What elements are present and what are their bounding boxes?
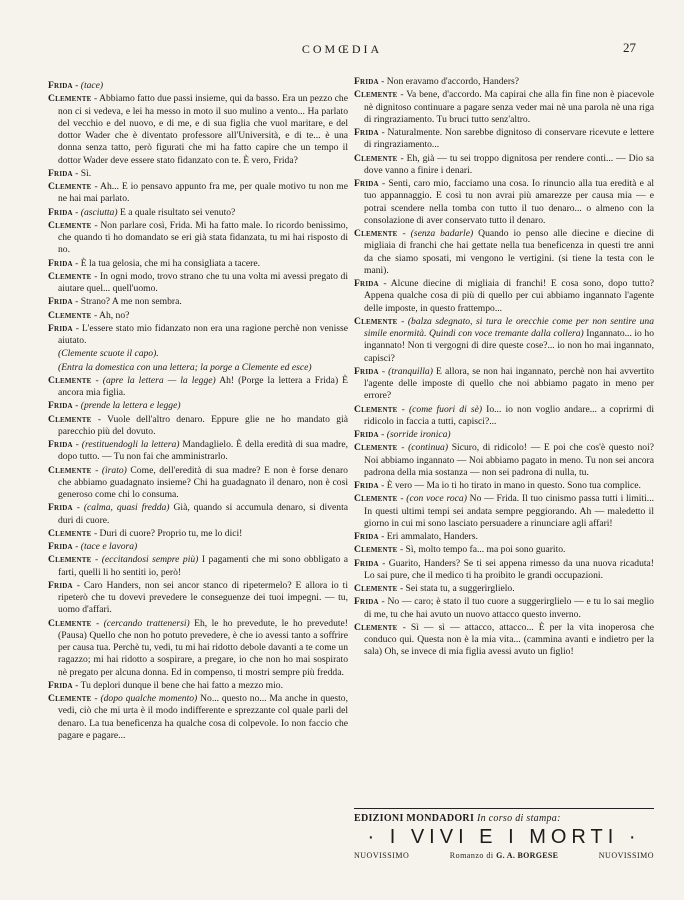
speech-text: Va bene, d'accordo. Ma capirai che alla fin fine non è piacevole nè dignitoso continuare a pagare senza veder mai nè una parola nè una riga di ringraziamento. Tu bruci tutto senz'altro. (364, 89, 654, 125)
speech: Clemente - Sei stata tu, a suggerirglielo. (354, 583, 515, 594)
speaker-name: Clemente (354, 315, 398, 327)
stage-direction-inline: (prende la lettera e legge) (80, 400, 181, 412)
speech-text: Abbiamo fatto due passi insieme, qui da basso. Era un pezzo che non ci si vedeva, e lei ha messo in moto il suo mulino a vento... Ha parlato del vecchio e del nuovo, e di me, e di sua figlia che vuol maritare, e del dottor Wader che è diventato professore all'Università, e di te... è una donna senza tatto, però figurati che mi ha fatto capire che un tempo il dottor Wader deve essere stato fidanzato con te. È vero, Frida? (58, 93, 348, 166)
stage-direction-inline: (cercando trattenersi) (103, 617, 190, 629)
stage-direction-inline: (senza badarle) (410, 228, 474, 239)
speech: Frida - Eri ammalato, Handers. (354, 531, 478, 542)
speaker-name: Frida (354, 178, 379, 189)
speech: Frida - Guarito, Handers? Se ti sei appena rimesso da una nuova ricaduta! Lo sai pure, che il medico ti ha proibito le grandi occupazioni. (354, 557, 654, 581)
speech-text: Ah! (Porge la lettera a Frida) È ancora mia figlia. (58, 374, 349, 398)
speech: Frida - (sorride ironica) (354, 429, 451, 440)
speaker-name: Frida (48, 296, 73, 308)
speech-text: Senti, caro mio, facciamo una cosa. Io rinuncio alla tua eredità e al tuo appannaggio. E così tu non avrai più amarezze per causa mia — e potrai scendere nella tomba con tutto il tuo denaro... o almeno con la consolazione di aver conservato tutto il denaro. (364, 178, 654, 226)
speaker-name: Frida (48, 502, 73, 514)
speech-text: Ingannato... io ho ingannato! Non ti vergogni di dire queste cose?... io non ho mai ingannato, capisci? (364, 328, 654, 364)
speech-text: Sì — sì — attacco, attacco... È per la vita inoperosa che conduco qui. Questa non è la mia vita... (cammina avanti e indietro per la sala) Oh, se invece di mia figlia avessi avuto un figlio! (364, 621, 654, 658)
speaker-name: Clemente (354, 544, 398, 556)
speaker-name: Frida (354, 531, 379, 542)
speech: Frida - (tace e lavora) (48, 541, 138, 552)
speech: Clemente - Va bene, d'accordo. Ma capirai che alla fin fine non è piacevole nè dignitoso continuare a pagare senza veder mai nè una parola nè una riga di ringraziamento. Tu bruci tutto senz'altro. (354, 89, 654, 125)
speaker-name: Clemente (48, 93, 92, 105)
speech-text: E allora, se non hai ingannato, perchè non hai avvertito l'agente delle imposte di quello che noi abbiamo pagato in meno per errore? (364, 365, 654, 402)
speech: Frida - Senti, caro mio, facciamo una cosa. Io rinuncio alla tua eredità e al tuo appannaggio. E così tu non avrai più amarezze per causa mia — e potrai scendere nella tomba con tutto il tuo denaro... o almeno con la consolazione di aver conservato tutto il denaro. (354, 178, 654, 226)
speech: Clemente - (continua) Sicuro, di ridicolo! — E poi che cos'è questo noi? Noi abbiamo ingannato — Noi abbiamo pagato in meno. Tu non sei ancora padrona della mia sostanza — non sei padrona di nulla, tu. (354, 442, 654, 478)
stage-direction-inline: (balza sdegnato, si tura le orecchie come per non sentire una simile enormità. Quindi con voce tremante dalla collera) (364, 315, 654, 339)
speaker-name: Frida (354, 365, 379, 377)
speech: Clemente - (dopo qualche momento) No... questo no... Ma anche in questo, vedi, ciò che mi urta è il modo indifferente e sprezzante col quale parli del denaro. La tua beneficenza ha qualche cosa di colpevole. Io non faccio che pagare e pagare... (48, 693, 348, 741)
speech-text: No — Frida. Il tuo cinismo passa tutti i limiti... In questi ultimi tempi sei andata sempre peggiorando. Ah — maledetto il giorno in cui mi sono lasciato persuadere a rinunciare agli affari! (364, 493, 654, 529)
stage-direction: (Entra la domestica con una lettera; la porge a Clemente ed esce) (58, 361, 312, 373)
ad-book-title: · I VIVI E I MORTI · (367, 826, 641, 848)
speaker-name: Frida (354, 480, 379, 491)
stage-direction-inline: (tace e lavora) (80, 541, 138, 552)
speech-text: È la tua gelosia, che mi ha consigliata a tacere. (80, 257, 261, 269)
speech: Frida - Tu deplori dunque il bene che hai fatto a mezzo mio. (48, 679, 283, 691)
stage-direction-inline: (apre la lettera — la legge) (102, 374, 216, 386)
speech: Frida - L'essere stato mio fidanzato non era una ragione perchè non venisse aiutato. (48, 322, 348, 346)
speech-text: Ah, no? (99, 309, 130, 321)
ad-header (354, 813, 654, 824)
speaker-name: Clemente (354, 442, 398, 454)
speech-text: Duri di cuore? Proprio tu, me lo dici! (99, 527, 243, 539)
speech: Frida - (tace) (48, 80, 104, 91)
speaker-name: Clemente (354, 89, 398, 101)
speech: Frida - No — caro; è stato il tuo cuore a suggerirglielo — e tu lo sai meglio di me, tu che hai avuto un nuovo attacco questo inverno. (354, 596, 654, 620)
speech-text: Sì, molto tempo fa... ma poi sono guarito. (405, 544, 566, 556)
ad-author-prefix: Romanzo di (449, 851, 494, 860)
speaker-name: Frida (48, 579, 73, 591)
speaker-name: Frida (48, 400, 73, 412)
speech: Clemente - (con voce roca) No — Frida. Il tuo cinismo passa tutti i limiti... In questi ultimi tempi sei andata sempre peggiorando. Ah — maledetto il giorno in cui mi sono lasciato persuadere a rinunciare agli affari! (354, 493, 654, 529)
speech: Clemente - (cercando trattenersi) Eh, le ho prevedute, le ho prevedute! (Pausa) Quello che non ho potuto prevedere, è che io avessi tanto a soffrire per causa tua. Perchè tu, vedi, tu mi hai ridotto debole davanti a te come un ragazzo; mi hai ridotto a sospirare, a pregare, io che non ho mai sospirato nè pregato per alcuna donna. Ed in compenso, ti mostri sempre più fredda. (48, 617, 348, 678)
speaker-name: Frida (354, 596, 379, 608)
ad-right-tag: NUOVISSIMO (598, 851, 654, 860)
speaker-name: Frida (354, 76, 379, 87)
stage-direction: (Clemente scuote il capo). (58, 348, 159, 360)
speaker-name: Clemente (48, 527, 92, 539)
speaker-name: Clemente (48, 219, 92, 231)
speaker-name: Frida (354, 429, 379, 440)
stage-direction-inline: (irato) (101, 464, 127, 476)
advertisement (354, 808, 654, 860)
speech-text: Quando io penso alle diecine e diecine di migliaia di franchi che hai gettate nella tua beneficenza in questi tre anni da che siamo sposati, mi vengono le vertigini. (si tiene la testa con le mani). (364, 228, 655, 276)
speech-text: Strano? A me non sembra. (80, 296, 182, 308)
masthead: COMŒDIA (301, 42, 383, 56)
speaker-name: Frida (354, 127, 379, 138)
speech: Clemente - Non parlare così, Frida. Mi ha fatto male. Io ricordo benissimo, che quando ti ho domandato se eri già stata fidanzata, tu mi hai risposto di no. (48, 219, 349, 256)
speech: Clemente - (come fuori di sè) Io... io non voglio andare... a coprirmi di ridicolo in faccia a tutti, capisci?... (354, 403, 654, 427)
speaker-name: Frida (48, 167, 73, 179)
speaker-name: Frida (48, 541, 73, 552)
speaker-name: Clemente (354, 583, 398, 594)
speech-text: Come, dell'eredità di sua madre? E non è forse denaro che abbiamo guadagnato insieme? Chi ha guadagnato il denaro, non è così generoso come chi lo consuma. (58, 464, 348, 500)
speaker-name: Clemente (48, 693, 92, 704)
speech: Frida - (prende la lettera e legge) (48, 400, 181, 412)
speaker-name: Clemente (354, 228, 398, 239)
stage-direction-inline: (calma, quasi fredda) (83, 502, 170, 514)
speaker-name: Frida (48, 257, 73, 269)
speaker-name: Frida (48, 439, 73, 450)
speaker-name: Clemente (48, 374, 92, 386)
right-column (354, 76, 654, 660)
speech-text: Ah... E io pensavo appunto fra me, per quale motivo tu non me ne hai mai parlato. (58, 181, 349, 205)
speech-text: Caro Handers, non sei ancor stanco di ripetermelo? E allora io ti ripeterò che tu dovevi prevedere le conseguenze dei tuoi impegni. — tu, uomo d'affari. (58, 579, 348, 616)
speech: Clemente - (senza badarle) Quando io penso alle diecine e diecine di migliaia di franchi che hai gettate nella tua beneficenza in questi tre anni da che siamo sposati, mi vengono le vertigini. (si tiene la testa con le mani). (354, 228, 655, 276)
speech-text: In ogni modo, trovo strano che tu una volta mi avessi pregato di aiutare quel... quell'uomo. (58, 270, 348, 294)
speech: Frida - Sì. (48, 167, 92, 179)
speech: Frida - (tranquilla) E allora, se non hai ingannato, perchè non hai avvertito l'agente delle imposte di quello che noi abbiamo pagato in meno per errore? (354, 365, 654, 402)
speaker-name: Frida (48, 322, 73, 334)
speech-text: L'essere stato mio fidanzato non era una ragione perchè non venisse aiutato. (58, 322, 348, 346)
speech: Frida - Non eravamo d'accordo, Handers? (354, 76, 520, 87)
speech: Frida - (asciutta) E a quale risultato sei venuto? (48, 206, 236, 218)
speech-text: Già, quando si accumula denaro, si diventa duri di cuore. (58, 502, 348, 526)
speech-text: Sì. (80, 167, 92, 179)
speech: Clemente - (irato) Come, dell'eredità di sua madre? E non è forse denaro che abbiamo guadagnato insieme? Chi ha guadagnato il denaro, non è così generoso come chi lo consuma. (48, 464, 348, 500)
speech-text: Sei stata tu, a suggerirglielo. (405, 583, 515, 594)
speaker-name: Frida (48, 80, 73, 91)
speech-text: Naturalmente. Non sarebbe dignitoso di conservare ricevute e lettere di ringraziamento... (364, 127, 654, 151)
ad-author: G. A. BORGESE (496, 851, 559, 860)
ad-author-line (450, 851, 559, 860)
stage-direction-inline: (eccitandosi sempre più) (101, 554, 199, 566)
speaker-name: Clemente (354, 621, 398, 633)
speech: Frida - Strano? A me non sembra. (48, 296, 182, 308)
speech-text: Alcune diecine di migliaia di franchi! E cosa sono, dopo tutto? Appena qualche cosa di più di quello per cui abbiamo ingannato l'agente delle imposte, in questo frattempo... (364, 278, 654, 314)
speech: Clemente - Abbiamo fatto due passi insieme, qui da basso. Era un pezzo che non ci si vedeva, e lei ha messo in moto il suo mulino a vento... Ha parlato del vecchio e del nuovo, e di me, e di sua figlia che vuol maritare, e del dottor Wader che è diventato professore all'Università, e di te... è una donna senza tatto, però figurati che mi ha fatto capire che un tempo il dottor Wader deve essere stato fidanzato con te. È vero, Frida? (48, 93, 348, 166)
speaker-name: Clemente (48, 554, 92, 566)
speech: Frida - È la tua gelosia, che mi ha consigliata a tacere. (48, 257, 261, 269)
stage-direction-inline: (asciutta) (80, 206, 118, 218)
page-number: 27 (623, 40, 636, 55)
speech: Frida - (restituendogli la lettera) Mandaglielo. È della eredità di sua madre, dopo tutto. — Tu non fai che amministrarlo. (48, 439, 348, 463)
speech: Clemente - Eh, già — tu sei troppo dignitosa per rendere conti... — Dio sa dove vanno a finire i denari. (354, 152, 654, 176)
speech-text: Guarito, Handers? Se ti sei appena rimesso da una nuova ricaduta! Lo sai pure, che il medico ti ha proibito le grandi occupazioni. (364, 557, 654, 581)
speech-text: I pagamenti che mi sono obbligato a farti, quelli li ho sentiti io, però! (58, 554, 348, 578)
speech-text: Mandaglielo. È della eredità di sua madre, dopo tutto. — Tu non fai che amministrarlo. (58, 439, 348, 463)
speech-text: Non parlare così, Frida. Mi ha fatto male. Io ricordo benissimo, che quando ti ho domandato se eri già stata fidanzata, tu mi hai risposto di no. (58, 219, 349, 256)
speech: Frida - È vero — Ma io ti ho tirato in mano in questo. Sono tua complice. (354, 480, 641, 491)
stage-direction-inline: (dopo qualche momento) (100, 693, 198, 704)
speech-text: È vero — Ma io ti ho tirato in mano in questo. Sono tua complice. (386, 480, 641, 491)
speech: Clemente - Ah... E io pensavo appunto fra me, per quale motivo tu non me ne hai mai parlato. (48, 181, 349, 205)
stage-direction-inline: (sorride ironica) (386, 429, 451, 440)
speech-text: Eri ammalato, Handers. (386, 531, 478, 542)
speaker-name: Frida (354, 278, 379, 289)
speaker-name: Clemente (48, 309, 92, 321)
speech: Frida - Alcune diecine di migliaia di franchi! E cosa sono, dopo tutto? Appena qualche cosa di più di quello per cui abbiamo ingannato l'agente delle imposte, in questo frattempo... (354, 278, 654, 314)
speaker-name: Clemente (354, 493, 398, 505)
speech-text: Tu deplori dunque il bene che hai fatto a mezzo mio. (80, 679, 283, 691)
speaker-name: Clemente (354, 403, 398, 415)
speaker-name: Frida (48, 206, 73, 218)
speech: Clemente - Sì — sì — attacco, attacco... È per la vita inoperosa che conduco qui. Questa non è la mia vita... (cammina avanti e indietro per la sala) Oh, se invece di mia figlia avessi avuto un figlio! (354, 621, 654, 658)
speech-text: E a quale risultato sei venuto? (119, 206, 236, 218)
speaker-name: Clemente (48, 270, 92, 282)
speech: Clemente - Ah, no? (48, 309, 130, 321)
speaker-name: Clemente (354, 152, 398, 164)
speech-text: Eh, le ho prevedute, le ho prevedute! (Pausa) Quello che non ho potuto prevedere, è che io avessi tanto a soffrire per causa tua. Perchè tu, vedi, tu mi hai ridotto debole davanti a te come un ragazzo; mi hai ridotto a sospirare, a pregare, io che non ho mai sospirato nè pregato per alcuna donna. Ed in compenso, ti mostri sempre più fredda. (58, 617, 348, 678)
speech: Clemente - Sì, molto tempo fa... ma poi sono guarito. (354, 544, 566, 556)
speaker-name: Frida (354, 557, 379, 569)
stage-direction-inline: (tace) (80, 80, 104, 91)
stage-direction-inline: (continua) (408, 442, 449, 454)
speaker-name: Clemente (48, 181, 92, 192)
ad-status: In corso di stampa: (476, 813, 561, 824)
speech-text: No — caro; è stato il tuo cuore a suggerirglielo — e tu lo sai meglio di me, tu che hai avuto un nuovo attacco questo inverno. (364, 596, 654, 620)
speech: Clemente - (eccitandosi sempre più) I pagamenti che mi sono obbligato a farti, quelli li ho sentiti io, però! (48, 554, 348, 578)
speech-text: Sicuro, di ridicolo! — E poi che cos'è questo noi? Noi abbiamo ingannato — Noi abbiamo pagato in meno. Tu non sei ancora padrona della mia sostanza — non sei padrona di nulla, tu. (364, 442, 654, 478)
speech: Frida - Naturalmente. Non sarebbe dignitoso di conservare ricevute e lettere di ringraziamento... (354, 127, 654, 151)
ad-footer (354, 851, 654, 860)
speech: Clemente - (balza sdegnato, si tura le orecchie come per non sentire una simile enormità. Quindi con voce tremante dalla collera) Ingannato... io ho ingannato! Non ti vergogni di dire queste cose?... io non ho mai ingannato, capisci? (354, 315, 654, 364)
stage-direction-inline: (restituendogli la lettera) (81, 439, 180, 450)
ad-publisher: EDIZIONI MONDADORI (354, 813, 475, 824)
speech: Frida - Caro Handers, non sei ancor stanco di ripetermelo? E allora io ti ripeterò che tu dovevi prevedere le conseguenze dei tuoi impegni. — tu, uomo d'affari. (48, 579, 348, 616)
speech-text: Vuole dell'altro denaro. Eppure glie ne ho mandato già parecchio più del dovuto. (58, 413, 348, 437)
speech-text: No... questo no... Ma anche in questo, vedi, ciò che mi urta è il modo indifferente e sprezzante col quale parli del denaro. La tua beneficenza ha qualche cosa di colpevole. Io non faccio che pagare e pagare... (58, 693, 348, 741)
stage-direction-inline: (tranquilla) (388, 365, 433, 377)
speech: Clemente - Duri di cuore? Proprio tu, me lo dici! (48, 527, 243, 539)
speaker-name: Clemente (48, 413, 92, 425)
speaker-name: Frida (48, 679, 73, 691)
speech-text: Non eravamo d'accordo, Handers? (386, 76, 520, 87)
stage-direction-inline: (con voce roca) (406, 493, 467, 505)
speaker-name: Clemente (48, 464, 92, 476)
ad-left-tag: NUOVISSIMO (354, 851, 410, 860)
speech: Clemente - (apre la lettera — la legge) Ah! (Porge la lettera a Frida) È ancora mia figlia. (48, 374, 349, 398)
speech-text: Eh, già — tu sei troppo dignitosa per rendere conti... — Dio sa dove vanno a finire i denari. (364, 152, 654, 176)
speech: Clemente - In ogni modo, trovo strano che tu una volta mi avessi pregato di aiutare quel... quell'uomo. (48, 270, 348, 294)
left-column (48, 80, 348, 743)
speech-text: Io... io non voglio andare... a coprirmi di ridicolo in faccia a tutti, capisci?... (364, 403, 654, 427)
speech: Frida - (calma, quasi fredda) Già, quando si accumula denaro, si diventa duri di cuore. (48, 502, 348, 526)
speaker-name: Clemente (48, 617, 92, 629)
speech: Clemente - Vuole dell'altro denaro. Eppure glie ne ho mandato già parecchio più del dovuto. (48, 413, 348, 437)
stage-direction-inline: (come fuori di sè) (408, 403, 483, 415)
